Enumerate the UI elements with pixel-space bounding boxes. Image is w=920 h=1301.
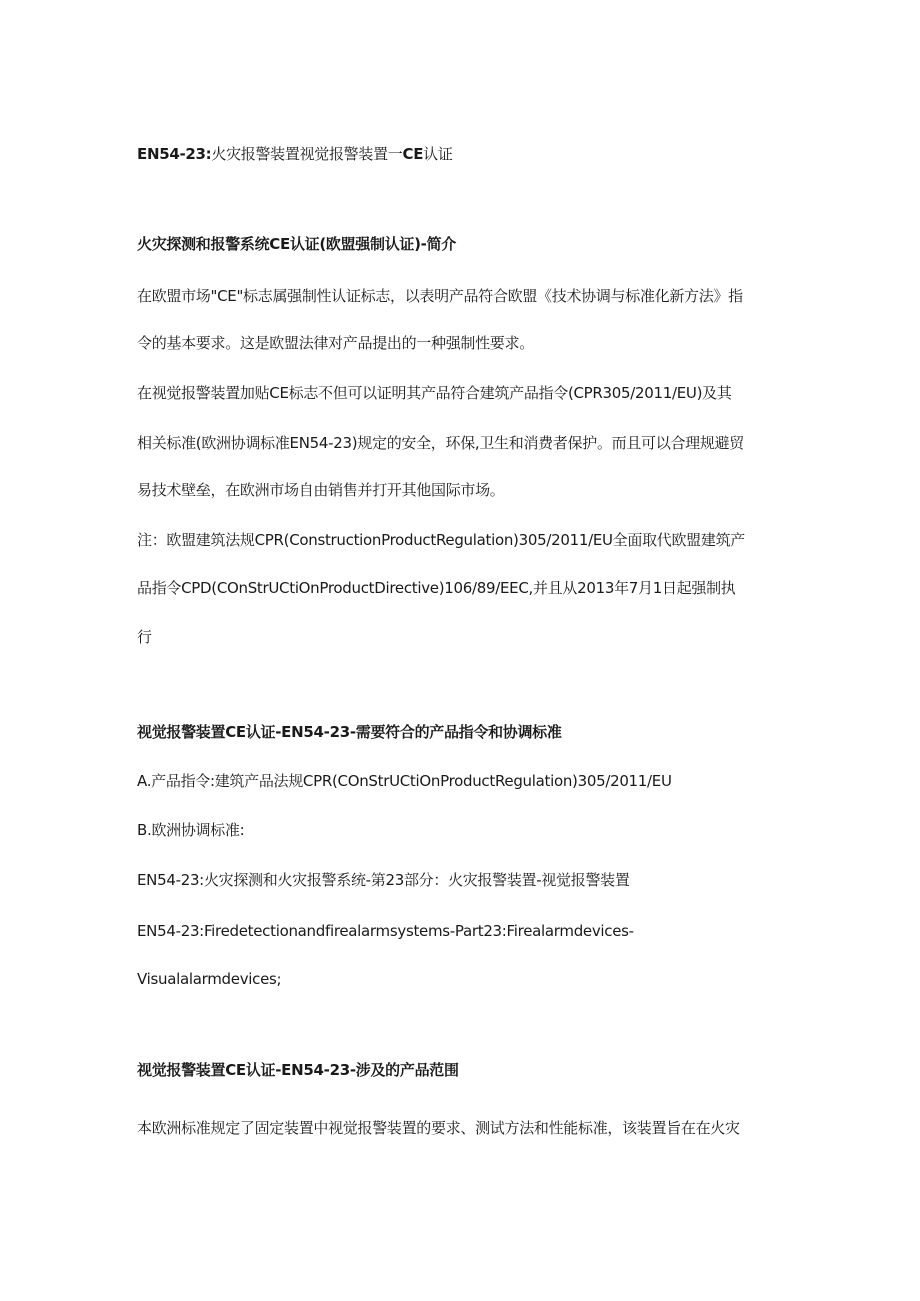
paragraph-line: EN54-23:火灾探测和火灾报警系统-第23部分：火灾报警装置-视觉报警装置 xyxy=(137,871,630,889)
document-title xyxy=(137,143,453,165)
paragraph-line: Visualalarmdevices; xyxy=(137,970,282,988)
paragraph-line: 行 xyxy=(137,628,152,646)
paragraph-line: EN54-23:Firedetectionandfirealarmsystems-Part23:Firealarmdevices- xyxy=(137,922,634,940)
paragraph-line: 注：欧盟建筑法规CPR(ConstructionProductRegulation)305/2011/EU全面取代欧盟建筑产 xyxy=(137,531,745,549)
paragraph-line: 令的基本要求。这是欧盟法律对产品提出的一种强制性要求。 xyxy=(137,334,534,352)
paragraph-line: 在视觉报警装置加贴CE标志不但可以证明其产品符合建筑产品指令(CPR305/2011/EU)及其 xyxy=(137,384,732,402)
paragraph-line: 在欧盟市场"CE"标志属强制性认证标志，以表明产品符合欧盟《技术协调与标准化新方法》指 xyxy=(137,287,743,305)
section-heading-scope: 视觉报警装置CE认证-EN54-23-涉及的产品范围 xyxy=(137,1061,459,1079)
paragraph-line: B.欧洲协调标准: xyxy=(137,821,245,839)
paragraph-line: 品指令CPD(COnStrUCtiOnProductDirective)106/89/EEC,并且从2013年7月1日起强制执 xyxy=(137,579,736,597)
section-heading-intro: 火灾探测和报警系统CE认证(欧盟强制认证)-简介 xyxy=(137,235,456,253)
section-heading-standards: 视觉报警装置CE认证-EN54-23-需要符合的产品指令和协调标准 xyxy=(137,723,562,741)
title-middle: 火灾报警装置视觉报警装置一 xyxy=(211,145,403,163)
paragraph-line: 本欧洲标准规定了固定装置中视觉报警装置的要求、测试方法和性能标准，该装置旨在在火灾 xyxy=(137,1119,740,1137)
paragraph-line: 相关标准(欧洲协调标准EN54-23)规定的安全，环保,卫生和消费者保护。而且可以合理规避贸 xyxy=(137,434,744,452)
title-suffix: 认证 xyxy=(423,145,453,163)
paragraph-line: A.产品指令:建筑产品法规CPR(COnStrUCtiOnProductRegulation)305/2011/EU xyxy=(137,772,672,790)
title-ce: CE xyxy=(402,145,424,163)
title-prefix: EN54-23: xyxy=(137,145,212,163)
paragraph-line: 易技术壁垒，在欧洲市场自由销售并打开其他国际市场。 xyxy=(137,481,505,499)
